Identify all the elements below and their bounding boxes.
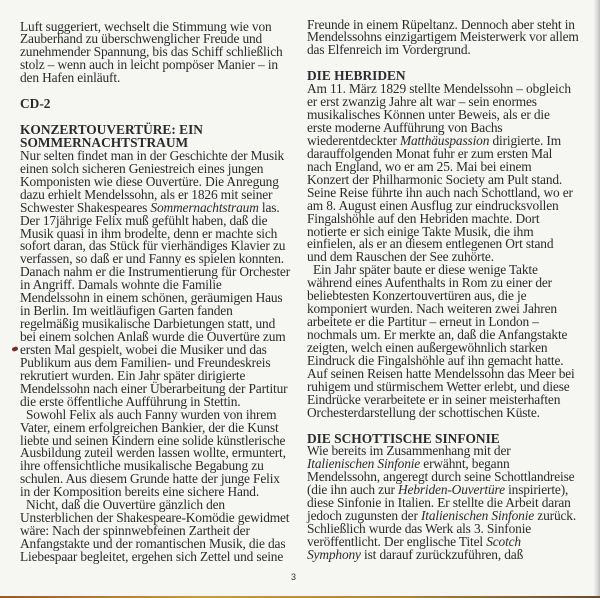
text-line (307, 404, 579, 420)
text-segment: einfielen, als er an diesem entlegenen Ort stand (307, 236, 554, 252)
text-line (20, 72, 290, 85)
text-segment: ersten Mal gespielt, wobei die Musiker und das (20, 341, 267, 357)
right-text-column (307, 16, 579, 562)
page-number: 3 (291, 572, 297, 582)
paragraph (307, 83, 579, 264)
text-segment: Am 11. März 1829 stellte Mendelssohn – obgleich (307, 81, 571, 97)
text-segment: Sowohl Felix als auch Fanny wurden von ihrem (26, 406, 277, 422)
text-segment: CD-2 (20, 96, 51, 112)
text-segment: dazu erhielt Mendelssohn, als er 1826 mit seiner (20, 186, 273, 202)
text-segment: Schwester Shakespeares (20, 199, 151, 215)
paragraph (307, 16, 579, 58)
text-segment: Mendelssohn, angeregt durch seine Schottlandreise (307, 469, 575, 485)
text-segment: während eines Aufenthalts in Rom zu einer der (307, 275, 552, 291)
text-segment: Fingalshöhle auf den Hebriden machte. Dort (307, 210, 540, 226)
text-segment: Ausbildung zuteil werden lassen wollte, ermuntert, (20, 445, 286, 461)
text-segment: die erste öffentliche Aufführung in Stettin. (20, 393, 241, 409)
text-segment: Wie bereits im Zusammenhang mit der (307, 443, 511, 459)
text-segment: DIE HEBRIDEN (307, 68, 406, 84)
text-segment: Eindrücke verarbeitete er in seiner meisterhaften (307, 391, 561, 407)
text-segment: Unsterblichen der Shakespeare-Komödie gewidmet (20, 510, 290, 526)
text-segment: nach England, wo er am 25. Mai bei einem (307, 158, 532, 174)
text-segment: verfassen, so daß er und Fanny es spielen konnten. (20, 251, 284, 267)
italic-title: Hebriden-Ouvertüre (398, 482, 505, 498)
text-segment: arbeitete er die Partitur – erneut in London – (307, 314, 539, 330)
text-segment: Eindruck die Fingalshöhle auf ihn gemacht hatte. (307, 352, 564, 368)
section-heading (20, 98, 290, 111)
text-line (307, 546, 579, 562)
text-segment: den Hafen einläuft. (20, 70, 121, 86)
text-segment: Komponisten wie diese Ouvertüre. Die Anregung (20, 173, 279, 189)
text-segment: das Elfenreich im Vordergrund. (307, 42, 471, 58)
italic-title: Italienischen Sinfonie (307, 456, 421, 472)
paragraph (20, 147, 291, 409)
text-segment: Freunde in einem Rüpeltanz. Dennoch aber steht in (307, 16, 575, 32)
text-segment: am 8. August einen Ausflug zur eindrucksvollen (307, 197, 559, 213)
text-line (20, 98, 290, 111)
text-segment: diese Sinfonie in Italien. Er stellte die Arbeit daran (307, 495, 571, 511)
text-segment: inspirierte), (504, 482, 569, 498)
text-segment: Liebespaar begleitet, ergehen sich Zettel und seine (20, 548, 284, 564)
text-segment: Konzert der Philharmonic Society am Pult stand. (307, 171, 563, 187)
text-segment: komponiert wurden. Nach weiteren zwei Jahren (307, 301, 557, 317)
ink-mark (11, 346, 18, 352)
page-edge-shadow (594, 0, 600, 598)
text-segment: liebte und seinen Kindern eine solide künstlerische (20, 432, 286, 448)
text-segment: Danach nahm er die Instrumentierung für Orchester (20, 264, 291, 280)
paragraph (20, 406, 290, 500)
text-line (307, 44, 579, 57)
text-segment: las. (258, 199, 280, 215)
left-text-column (20, 18, 291, 564)
text-segment: musikalisches Können unter Beweis, als er die (307, 107, 550, 123)
text-segment: (die ihn auch zur (307, 482, 398, 498)
text-segment: rekrutiert wurden. Ein Jahr später dirigierte (20, 367, 246, 383)
italic-title: Symphony (307, 546, 361, 562)
text-segment: jedoch zugunsten der (307, 508, 421, 524)
text-segment: DIE SCHOTTISCHE SINFONIE (307, 430, 500, 446)
section-heading (20, 124, 290, 150)
text-segment: in der Komposition bereits eine sichere Hand. (20, 484, 260, 500)
text-segment: Vater, einem erfolgreichen Bankier, der die Kunst (20, 419, 279, 435)
text-segment: Musik quasi in ihm brodelte, denn er machte sich (20, 225, 278, 241)
text-segment: dirigierte. Im (489, 132, 562, 148)
text-segment: nochmals um. Er merkte an, daß die Anfangstakte (307, 327, 568, 342)
text-segment: zurück. (534, 508, 577, 524)
text-segment: Mendelssohn in einem schönen, geräumigen Haus (20, 290, 283, 306)
text-segment: Ein Jahr später baute er diese wenige Takte (313, 262, 538, 278)
paragraph (307, 445, 579, 561)
text-segment: wiederentdeckter (307, 132, 400, 148)
text-segment: Zauberhand zu überschwenglicher Freude und (20, 31, 263, 47)
text-segment: wäre: Nach der spinnwebfeinen Zartheit der (20, 523, 250, 539)
text-segment: ihre offensichtliche musikalische Begabung zu (20, 458, 264, 474)
text-segment: Schließlich wurde das Werk als 3. Sinfonie (307, 521, 532, 537)
text-segment: notierte er sich einige Takte Musik, die ihm (307, 223, 534, 239)
text-segment: veröffentlicht. Der englische Titel (307, 534, 487, 549)
text-line (20, 548, 290, 564)
text-segment: zeigten, welch einen außergewöhnlich starken (307, 339, 548, 355)
text-segment: beliebtesten Konzertouvertüren aus, die je (307, 288, 527, 304)
text-segment: er erst zwanzig Jahre alt war – sein enormes (307, 94, 537, 110)
text-segment: ruhigem und stürmischem Wetter erlebt, und diese (307, 378, 570, 394)
text-segment: und dem Rauschen der See zuhörte. (307, 249, 494, 265)
italic-title: Scotch (486, 534, 521, 549)
text-segment: in Angriff. Damals wohnte die Familie (20, 277, 222, 293)
text-segment: SOMMERNACHTSTRAUM (20, 134, 189, 150)
italic-title: Matthäuspassion (400, 132, 490, 148)
text-segment: Publikum aus dem Familien- und Freundeskreis (20, 354, 271, 370)
paragraph (20, 18, 290, 86)
italic-title: Sommernachtstraum (150, 199, 259, 215)
text-segment: regelmäßig musikalische Darbietungen statt, und (20, 316, 276, 332)
text-segment: KONZERTOUVERTÜRE: EIN (20, 122, 203, 137)
text-segment: einen solch sicheren Geniestreich eines jungen (20, 160, 264, 176)
text-segment: erwähnt, begann (420, 456, 510, 472)
text-segment: Seine Reise führte ihn auch nach Schottland, wo er (307, 184, 573, 200)
text-segment: bei einem solchen Anlaß wurde die Ouvertüre zum (20, 329, 286, 344)
paragraph (307, 264, 579, 419)
text-segment: Mendelssohn nach einer Überarbeitung der Partitur (20, 380, 288, 396)
text-segment: Nicht, daß die Ouvertüre gänzlich den (26, 497, 225, 513)
text-segment: zunehmender Spannung, bis das Schiff schließlich (20, 44, 283, 60)
text-segment: Nur selten findet man in der Geschichte der Musik (20, 147, 285, 163)
text-segment: Luft suggeriert, wechselt die Stimmung wie von (20, 18, 272, 34)
text-segment: sofort daran, das Stück für vierhändiges Klavier zu (20, 238, 286, 254)
text-segment: erste moderne Aufführung von Bachs (307, 120, 503, 135)
text-segment: stolz – wenn auch in leicht pompöser Manier – in (20, 57, 278, 73)
text-segment: Orchesterdarstellung der schottischen Küste. (307, 404, 540, 420)
text-segment: Auf seinen Reisen hatte Mendelssohn das Meer bei (307, 365, 575, 381)
italic-title: Italienischen Sinfonie (420, 508, 535, 524)
text-segment: Mendelssohns einzigartigem Meisterwerk vor allem (307, 29, 579, 45)
text-segment: Der 17jährige Felix muß gefühlt haben, daß die (20, 212, 268, 228)
text-segment: ist darauf zurückzuführen, daß (360, 546, 524, 562)
paragraph (20, 499, 290, 564)
text-segment: schulen. Aus diesem Grunde hatte der junge Felix (20, 471, 280, 487)
text-segment: darauffolgenden Monat fuhr er zum ersten Mal (307, 145, 553, 161)
text-segment: in Berlin. Im weitläufigen Garten fanden (20, 303, 233, 319)
text-segment: Anfangstakte und der romantischen Musik, die das (20, 536, 286, 551)
